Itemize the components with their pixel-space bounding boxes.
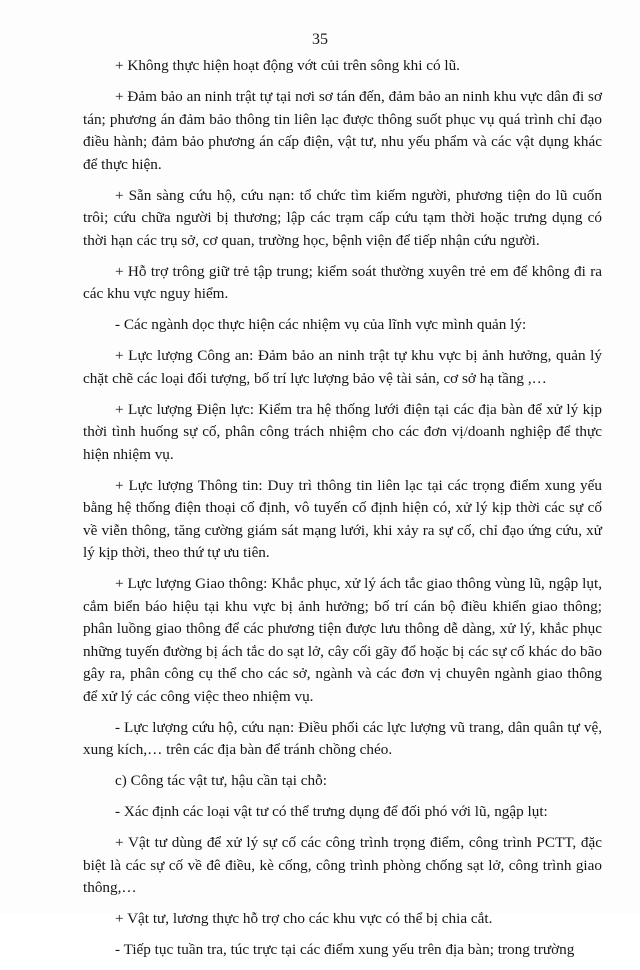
paragraph: - Lực lượng cứu hộ, cứu nạn: Điều phối các lực lượng vũ trang, dân quân tự vệ, xung kích,… trên các địa bàn để tránh chồng chéo. bbox=[83, 718, 602, 758]
paragraph: - Các ngành dọc thực hiện các nhiệm vụ của lĩnh vực mình quản lý: bbox=[115, 316, 527, 333]
paragraph: + Đảm bảo an ninh trật tự tại nơi sơ tán đến, đảm bảo an ninh khu vực dân đi sơ tán; phương án đảm bảo thông tin liên lạc được thông suốt phục vụ quá trình chỉ đạo điều hành; đảm bảo phương án cấp điện, vật tư, nhu yếu phẩm và các vật dụng khác để thực hiện. bbox=[83, 88, 602, 173]
paragraph: + Hỗ trợ trông giữ trẻ tập trung; kiểm soát thường xuyên trẻ em để không đi ra các khu vực nguy hiểm. bbox=[83, 262, 602, 302]
paragraph: + Vật tư dùng để xử lý sự cố các công trình trọng điểm, công trình PCTT, đặc biệt là các sự cố về đê điều, kè cống, công trình phòng chống sạt lở, công trình giao thông,… bbox=[83, 834, 602, 896]
paragraph: + Lực lượng Thông tin: Duy trì thông tin liên lạc tại các trọng điểm xung yếu bằng hệ thống điện thoại cố định, vô tuyến cố định hiện có, xử lý kịp thời các sự cố về viễn thông, tăng cường giám sát mạng lưới, khi xảy ra sự cố, chỉ đạo ứng cứu, xử lý kịp thời, theo thứ tự ưu tiên. bbox=[83, 476, 602, 561]
paragraph: + Sẵn sàng cứu hộ, cứu nạn: tổ chức tìm kiếm người, phương tiện do lũ cuốn trôi; cứu chữa người bị thương; lập các trạm cấp cứu tạm thời hoặc trưng dụng có thời hạn các trụ sở, cơ quan, trường học, bệnh viện để tiếp nhận cứu người. bbox=[83, 186, 602, 249]
paragraph: + Không thực hiện hoạt động vớt củi trên sông khi có lũ. bbox=[115, 57, 460, 74]
paragraph: + Lực lượng Công an: Đảm bảo an ninh trật tự khu vực bị ảnh hưởng, quản lý chặt chẽ các loại đối tượng, bố trí lực lượng bảo vệ tài sản, cơ sở hạ tầng ,… bbox=[83, 347, 602, 387]
page-number: 35 bbox=[312, 31, 328, 48]
document-body bbox=[83, 55, 602, 970]
paragraph: + Lực lượng Giao thông: Khắc phục, xử lý ách tắc giao thông vùng lũ, ngập lụt, cắm biển báo hiệu tại khu vực bị ảnh hưởng; bố trí cán bộ điều khiển giao thông; phân luồng giao thông để các phương tiện được lưu thông dễ dàng, xử lý, khắc phục những tuyến đường bị ách tắc do sạt lở, cây cối gãy đổ hoặc bị các sự cố khác do bão gây ra, phân công cụ thể cho các sở, ngành và các đơn vị chuyên ngành giao thông để xử lý các công việc theo nhiệm vụ. bbox=[83, 575, 602, 705]
paragraph: + Lực lượng Điện lực: Kiểm tra hệ thống lưới điện tại các địa bàn để xử lý kịp thời tình huống sự cố, phân công trách nhiệm cho các đơn vị/doanh nghiệp để thực hiện nhiệm vụ. bbox=[83, 400, 602, 463]
paragraph: - Xác định các loại vật tư có thể trưng dụng để đối phó với lũ, ngập lụt: bbox=[115, 803, 548, 820]
paragraph: - Tiếp tục tuần tra, túc trực tại các điểm xung yếu trên địa bàn; trong trường bbox=[115, 941, 575, 958]
paragraph: + Vật tư, lương thực hỗ trợ cho các khu vực có thể bị chia cắt. bbox=[115, 910, 493, 927]
paragraph: c) Công tác vật tư, hậu cần tại chỗ: bbox=[115, 772, 327, 789]
